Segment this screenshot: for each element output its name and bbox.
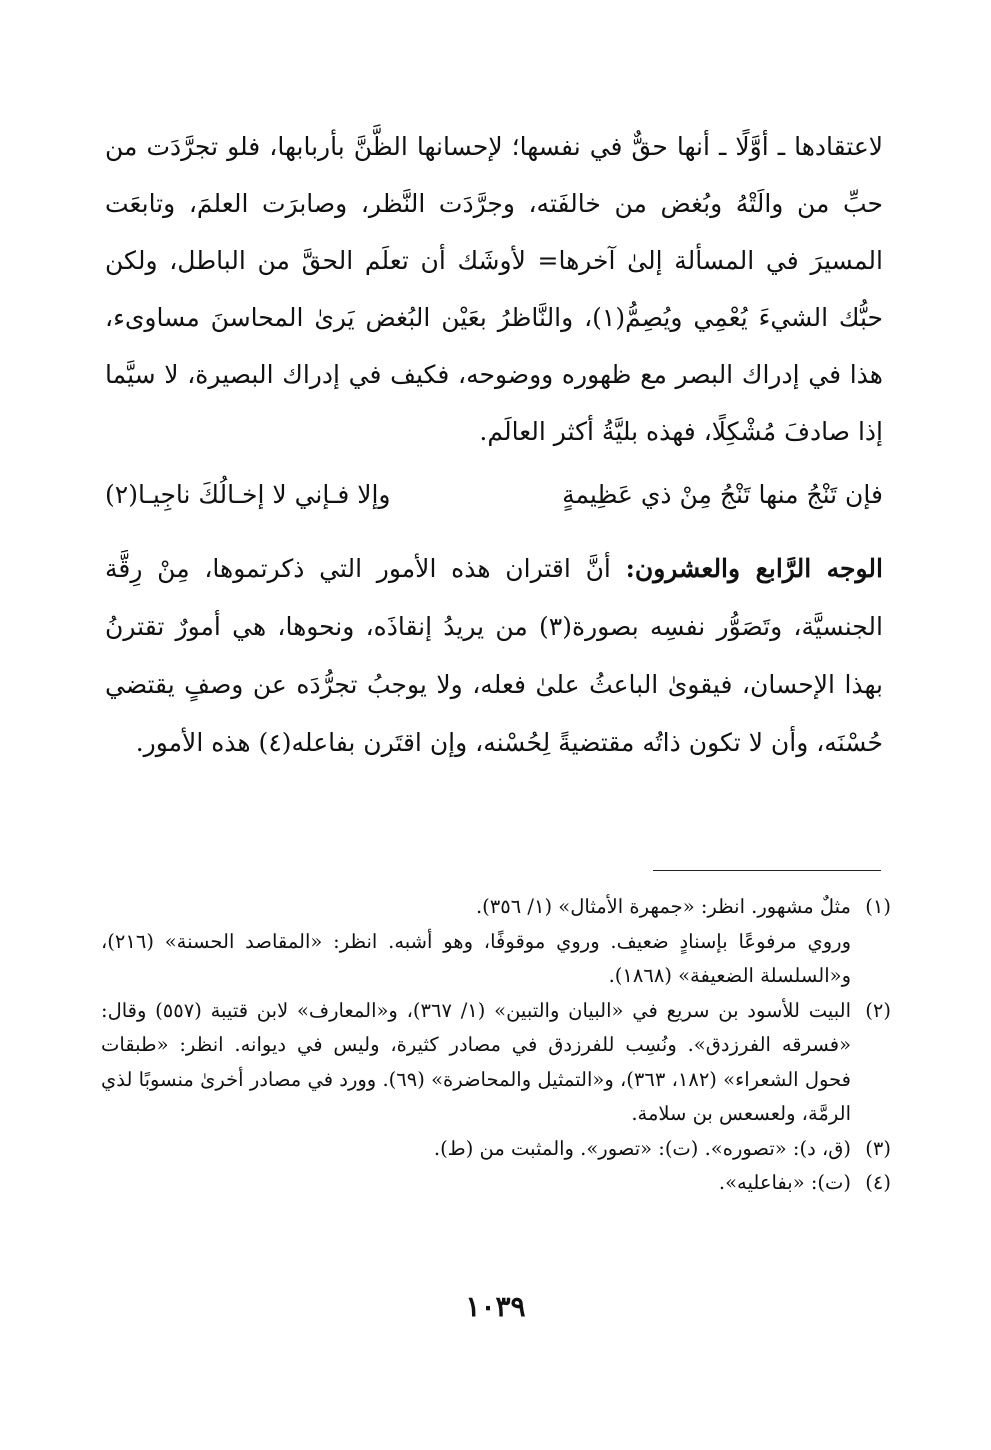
main-paragraph-2 <box>105 540 883 772</box>
footnote-divider <box>653 870 881 871</box>
footnote-line: البيت للأسود بن سريع في «البيان والتبين» (١/ ٣٦٧)، و«المعارف» لابن قتيبة (٥٥٧) وقال: «فسرقه الفرزدق». ونُسِب للفرزدق في مصادر كثيرة، وليس في ديوانه. انظر: «طبقات فحول الشعراء» (١٨٢، ٣٦٣)، و«التمثيل والمحاضرة» (٦٩). وورد في مصادر أخرىٰ منسوبًا لذي الرمَّة، ولعسعس بن سلامة. <box>101 998 851 1125</box>
footnotes <box>101 890 891 1201</box>
footnote-line: (ق، د): «تصوره». (ت): «تصور». والمثبت من (ط). <box>433 1136 851 1160</box>
footnote-text <box>101 1166 851 1201</box>
footnote <box>101 1132 891 1167</box>
footnote-line: وروي مرفوعًا بإسنادٍ ضعيف. وروي موقوفًا، وهو أشبه. انظر: «المقاصد الحسنة» (٢١٦)، و«السلسلة الضعيفة» (١٨٦٨). <box>101 929 851 987</box>
footnote-number: (٤) <box>865 1171 891 1194</box>
page-number: ١٠٣٩ <box>465 1290 526 1323</box>
footnote-number: (١) <box>865 895 891 918</box>
footnote-text <box>101 890 851 994</box>
footnote-number: (٢) <box>865 998 891 1022</box>
verse-first-hemistich: فإن تَنْجُ منها تَنْجُ مِنْ ذي عَظِيمةٍ <box>562 480 883 509</box>
footnote <box>101 1166 891 1201</box>
paragraph-text: لاعتقادها ـ أوَّلًا ـ أنها حقٌّ في نفسها؛ لإحسانها الظَّنَّ بأربابها، فلو تجرَّدَت من حبِّ من والَتْهُ وبُغض من خالفَته، وجرَّدَت النَّظر، وصابرَت العلمَ، وتابعَت المسيرَ في المسألة إلىٰ آخرها= لأوشَك أن تعلَم الحقَّ من الباطل، ولكن حبُّك الشيءَ يُعْمِي ويُصِمُّ(١)، والنَّاظرُ بعَيْن البُغض يَرىٰ المحاسنَ مساوىء، هذا في إدراك البصر مع ظهوره ووضوحه، فكيف في إدراك البصيرة، لا سيَّما إذا صادفَ مُشْكِلًا، فهذه بليَّةُ أكثر العالَم. <box>105 132 883 446</box>
main-paragraph-1 <box>105 118 883 460</box>
paragraph-text <box>105 540 883 772</box>
footnote-number: (٣) <box>865 1136 891 1160</box>
verse-second-hemistich: وإلا فـإني لا إخـالُكَ ناجِيـا(٢) <box>105 480 391 509</box>
footnote-text <box>101 994 851 1132</box>
footnote-line: (ت): «بفاعليه». <box>718 1171 851 1194</box>
section-heading-lead: الوجه الرَّابع والعشرون: <box>625 554 883 583</box>
poetry-verse <box>105 470 883 520</box>
footnote <box>101 890 891 994</box>
footnote <box>101 994 891 1132</box>
footnote-line: مثلٌ مشهور. انظر: «جمهرة الأمثال» (١/ ٣٥٦). <box>475 895 851 918</box>
footnote-text <box>101 1132 851 1167</box>
paragraph-body: أنَّ اقتران هذه الأمور التي ذكرتموها، مِنْ رِقَّة الجنسيَّة، وتَصَوُّر نفسِه بصورة(٣) من يريدُ إنقاذَه، ونحوها، هي أمورٌ تقترنُ بهذا الإحسان، فيقوىٰ الباعثُ علىٰ فعله، ولا يوجبُ تجرُّدَه عن وصفٍ يقتضي حُسْنَه، وأن لا تكون ذاتُه مقتضيةً لِحُسْنه، وإن اقتَرن بفاعله(٤) هذه الأمور. <box>105 554 883 757</box>
